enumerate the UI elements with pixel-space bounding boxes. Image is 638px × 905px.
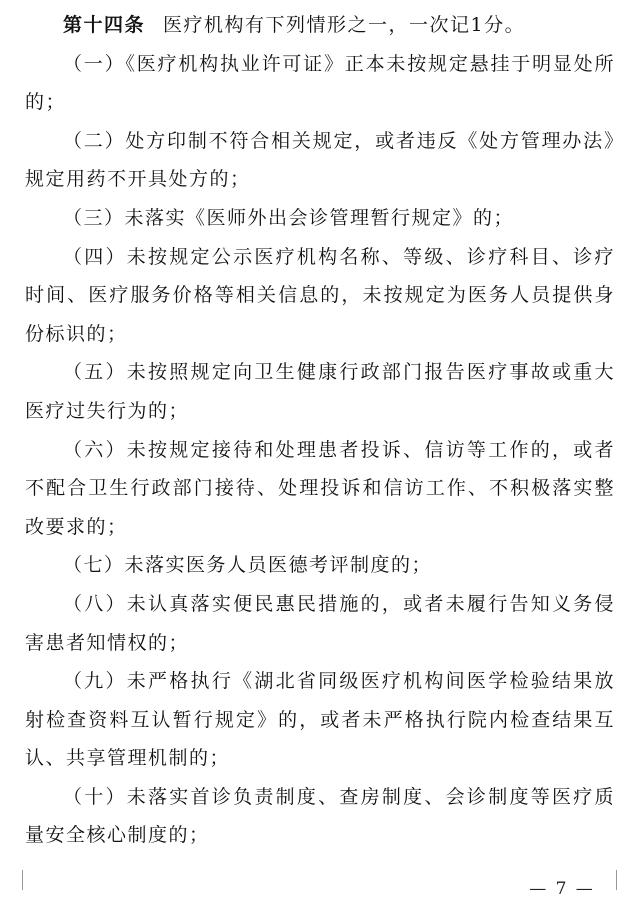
page-number: — 7 — [529,879,595,899]
article-number: 第十四条 [63,14,146,36]
document-body [25,6,615,855]
list-item-8: （八）未认真落实便民惠民措施的，或者未履行告知义务侵害患者知情权的； [25,592,615,654]
crop-mark-left [22,870,23,890]
list-item-1: （一）《医疗机构执业许可证》正本未按规定悬挂于明显处所的； [25,52,615,114]
list-item-7: （七）未落实医务人员医德考评制度的； [63,554,433,577]
article-heading-paragraph [25,6,615,45]
list-item-9: （九）未严格执行《湖北省同级医疗机构间医学检验结果放射检查资料互认暂行规定》的，或者未严格执行院内检查结果互认、共享管理机制的； [25,670,615,770]
list-item-10: （十）未落实首诊负责制度、查房制度、会诊制度等医疗质量安全核心制度的； [25,785,615,847]
article-intro: 医疗机构有下列情形之一，一次记1分。 [163,14,526,36]
list-item-5: （五）未按照规定向卫生健康行政部门报告医疗事故或重大医疗过失行为的； [25,361,615,422]
list-item-3: （三）未落实《医师外出会诊管理暂行规定》的； [63,206,515,229]
list-item-4: （四）未按规定公示医疗机构名称、等级、诊疗科目、诊疗时间、医疗服务价格等相关信息的，未按规定为医务人员提供身份标识的； [25,245,615,345]
list-item-6: （六）未按规定接待和处理患者投诉、信访等工作的，或者不配合卫生行政部门接待、处理投诉和信访工作、不积极落实整改要求的； [25,438,615,538]
list-item-2: （二）处方印制不符合相关规定，或者违反《处方管理办法》规定用药不开具处方的； [25,129,615,191]
crop-mark-right [616,870,617,890]
